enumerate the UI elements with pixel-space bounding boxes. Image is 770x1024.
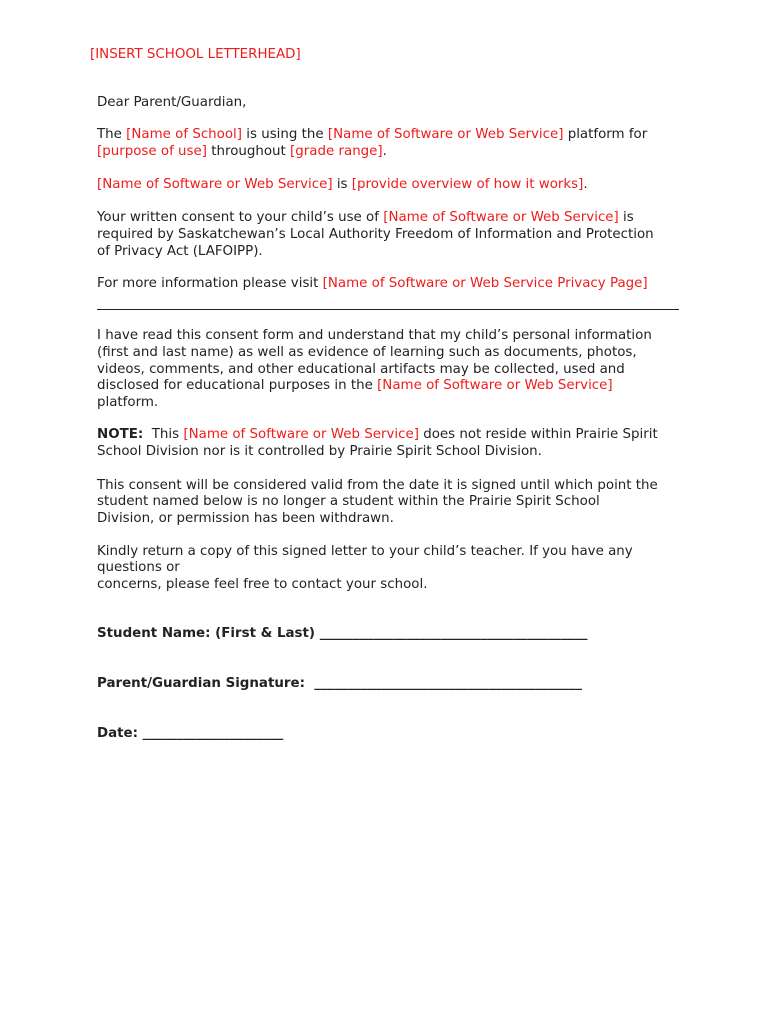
ack-text: disclosed for educational purposes in the	[97, 378, 378, 393]
software-name-placeholder: [Name of Software or Web Service]	[377, 378, 613, 393]
note-line-1	[97, 426, 658, 443]
overview-placeholder: [provide overview of how it works]	[351, 177, 584, 192]
note-text: This	[143, 427, 184, 442]
validity-line-2: student named below is no longer a student within the Prairie Spirit School	[97, 494, 600, 509]
overview-line	[97, 176, 588, 193]
intro-line-1	[97, 126, 647, 143]
consent-text: Your written consent to your child’s use of	[97, 210, 384, 225]
grade-range-placeholder: [grade range]	[290, 144, 383, 159]
ack-line-1: I have read this consent form and understand that my child’s personal information	[97, 328, 652, 343]
intro-line-2	[97, 143, 387, 160]
ack-line-3: videos, comments, and other educational artifacts may be collected, used and	[97, 362, 625, 377]
consent-line-2: required by Saskatchewan’s Local Authority Freedom of Information and Protection	[97, 227, 654, 242]
parent-signature-field: Parent/Guardian Signature: ________________________________________	[97, 676, 583, 691]
purpose-placeholder: [purpose of use]	[97, 144, 207, 159]
intro-text: The	[97, 127, 127, 142]
overview-text: .	[583, 177, 588, 192]
school-name-placeholder: [Name of School]	[126, 127, 242, 142]
note-label: NOTE:	[97, 427, 144, 442]
letterhead-placeholder: [INSERT SCHOOL LETTERHEAD]	[90, 47, 301, 62]
privacy-page-placeholder: [Name of Software or Web Service Privacy Page]	[322, 276, 648, 291]
more-info-text: For more information please visit	[97, 276, 323, 291]
return-line-3: concerns, please feel free to contact your school.	[97, 577, 428, 592]
software-name-placeholder: [Name of Software or Web Service]	[183, 427, 419, 442]
software-name-placeholder: [Name of Software or Web Service]	[327, 127, 564, 142]
ack-line-4	[97, 377, 613, 394]
ack-line-5: platform.	[97, 395, 159, 410]
intro-text: throughout	[206, 144, 291, 159]
consent-text: is	[618, 210, 634, 225]
overview-text: is	[332, 177, 352, 192]
intro-text: .	[382, 144, 387, 159]
return-line-1: Kindly return a copy of this signed letter to your child’s teacher. If you have any	[97, 544, 633, 559]
validity-line-1: This consent will be considered valid from the date it is signed until which point the	[97, 478, 658, 493]
return-line-2: questions or	[97, 560, 180, 575]
intro-text: is using the	[242, 127, 328, 142]
divider	[97, 309, 679, 310]
validity-line-3: Division, or permission has been withdrawn.	[97, 511, 394, 526]
date-field: Date: _____________________	[97, 726, 284, 741]
note-line-2: School Division nor is it controlled by Prairie Spirit School Division.	[97, 444, 542, 459]
consent-line-1	[97, 209, 634, 226]
ack-line-2: (first and last name) as well as evidence of learning such as documents, photos,	[97, 345, 637, 360]
software-name-placeholder: [Name of Software or Web Service]	[97, 177, 333, 192]
student-name-field: Student Name: (First & Last) ________________________________________	[97, 626, 588, 641]
intro-text: platform for	[563, 127, 648, 142]
note-text: does not reside within Prairie Spirit	[418, 427, 658, 442]
greeting: Dear Parent/Guardian,	[97, 95, 247, 110]
software-name-placeholder: [Name of Software or Web Service]	[383, 210, 619, 225]
more-info-line	[97, 275, 648, 292]
consent-line-3: of Privacy Act (LAFOIPP).	[97, 244, 263, 259]
